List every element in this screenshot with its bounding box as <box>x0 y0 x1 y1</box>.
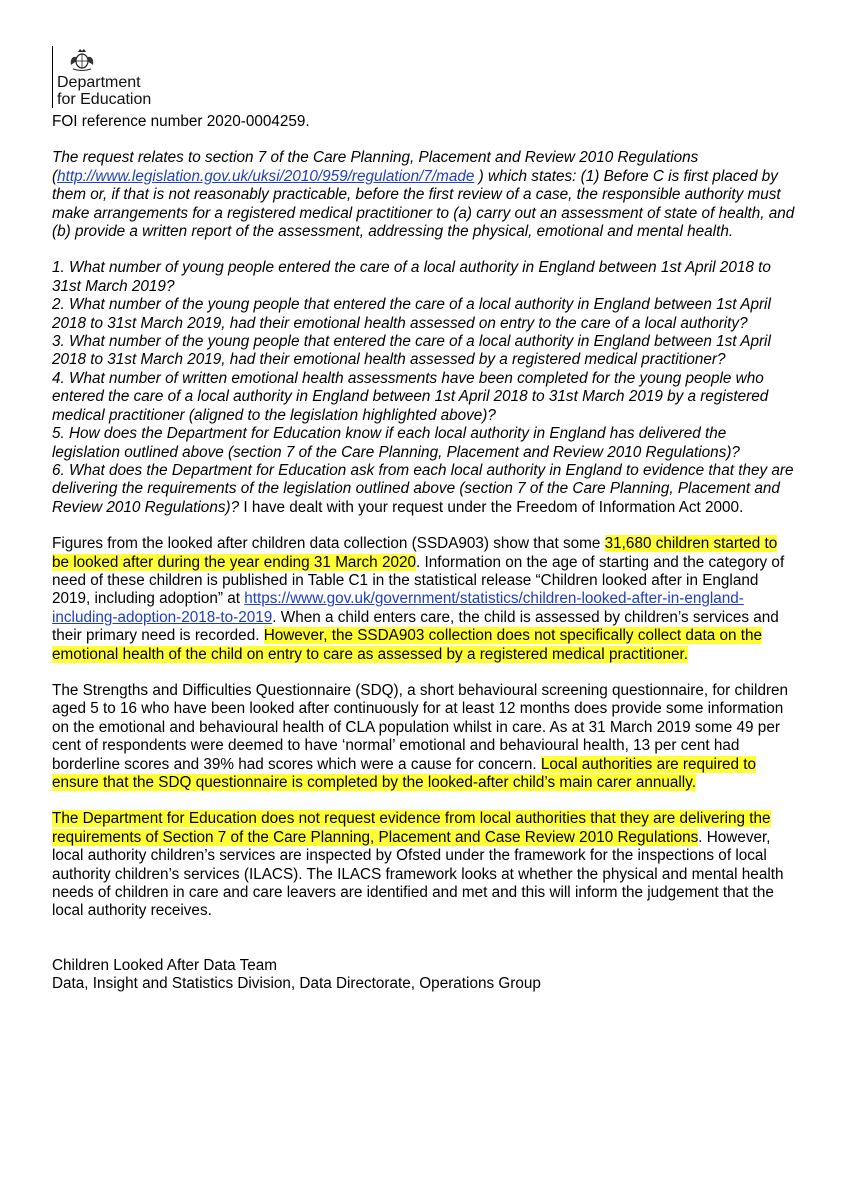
question-6: 6. What does the Department for Education ask from each local authority in England to evidence that they are delivering the requirements of the legislation outlined above (section 7 of the Care Planning, Placement and Review 2010 Regulations)? <box>52 461 794 516</box>
evidence-text: . However, local authority children’s services are inspected by Ofsted under the framework for the inspections of local authority children’s services (ILACS). The ILACS framework looks at whether the physical and mental health needs of children in care and care leavers are identified and met and this will inform the judgement that the local authority receives. <box>52 828 784 920</box>
figures-text-3: . When a child enters care, the child is assessed by children’s services and their primary need is recorded. <box>52 608 779 645</box>
request-intro-text-2: ) which states: (1) Before C is first placed by them or, if that is not reasonably practicable, before the first review of a case, the responsible authority must make arrangements for a registered medical practitioner to (a) carry out an assessment of state of health, and (b) provide a written report of the assessment, addressing the physical, emotional and mental health. <box>52 167 795 241</box>
foi-statement: I have dealt with your request under the Freedom of Information Act 2000. <box>239 498 744 516</box>
logo-line-2: for Education <box>57 91 152 108</box>
logo-line-1: Department <box>57 74 141 91</box>
question-3: 3. What number of the young people that entered the care of a local authority in England between 1st April 2018 to 31st March 2019, had their emotional health assessed by a registered medical practitioner? <box>52 333 771 369</box>
sdq-text: The Strengths and Difficulties Questionnaire (SDQ), a short behavioural screening questionnaire, for children aged 5 to 16 who have been looked after continuously for at least 12 months does provide some information on the emotional and behavioural health of CLA population whilst in care. As at 31 March 2019 some 49 per cent of respondents were deemed to have ‘normal’ emotional and behavioural health, 13 per cent had borderline scores and 39% had scores which were a cause for concern. <box>52 681 789 773</box>
dfe-logo <box>52 46 151 108</box>
highlight-ssda903: However, the SSDA903 collection does not specifically collect data on the emotional health of the child on entry to care as assessed by a registered medical practitioner. <box>52 627 762 663</box>
response-figures <box>52 535 797 664</box>
question-4: 4. What number of written emotional health assessments have been completed for the young people who entered the care of a local authority in England between 1st April 2018 to 31st March 2019 by a registered medical practitioner (aligned to the legislation highlighted above)? <box>52 369 769 424</box>
legislation-link[interactable]: http://www.legislation.gov.uk/uksi/2010/959/regulation/7/made <box>57 167 475 185</box>
royal-crest-icon <box>67 46 97 72</box>
signature-team: Children Looked After Data Team <box>52 956 278 974</box>
request-intro <box>52 149 797 241</box>
question-2: 2. What number of the young people that entered the care of a local authority in England between 1st April 2018 to 31st March 2019, had their emotional health assessed on entry to the care of a local authority? <box>52 296 771 332</box>
response-sdq <box>52 682 797 792</box>
highlight-evidence: The Department for Education does not request evidence from local authorities that they are delivering the requirements of Section 7 of the Care Planning, Placement and Case Review 2010 Regulations <box>52 810 771 846</box>
question-1: 1. What number of young people entered the care of a local authority in England between 1st April 2018 to 31st March 2019? <box>52 259 771 295</box>
figures-text-1: Figures from the looked after children data collection (SSDA903) show that some <box>52 535 605 553</box>
foi-reference: FOI reference number 2020-0004259. <box>52 113 310 130</box>
response-evidence <box>52 810 797 920</box>
request-intro-text: The request relates to section 7 of the Care Planning, Placement and Review 2010 Regulations ( <box>52 149 699 185</box>
question-5: 5. How does the Department for Education know if each local authority in England has delivered the legislation outlined above (section 7 of the Care Planning, Placement and Review 2010 Regulations)? <box>52 425 740 461</box>
statistics-link[interactable]: https://www.gov.uk/government/statistics/children-looked-after-in-england-including-adoption-2018-to-2019 <box>52 590 744 626</box>
logo-rule <box>52 46 53 108</box>
highlight-children-count: 31,680 children started to be looked after during the year ending 31 March 2020 <box>52 535 778 571</box>
question-6-paragraph <box>52 462 797 517</box>
letter-body <box>52 113 797 994</box>
signature-division: Data, Insight and Statistics Division, Data Directorate, Operations Group <box>52 975 541 993</box>
highlight-sdq: Local authorities are required to ensure that the SDQ questionnaire is completed by the looked-after child’s main carer annually. <box>52 755 757 791</box>
figures-text-2: . Information on the age of starting and the category of need of these children is published in Table C1 in the statistical release “Children looked after in England 2019, including adoption” at <box>52 553 785 608</box>
